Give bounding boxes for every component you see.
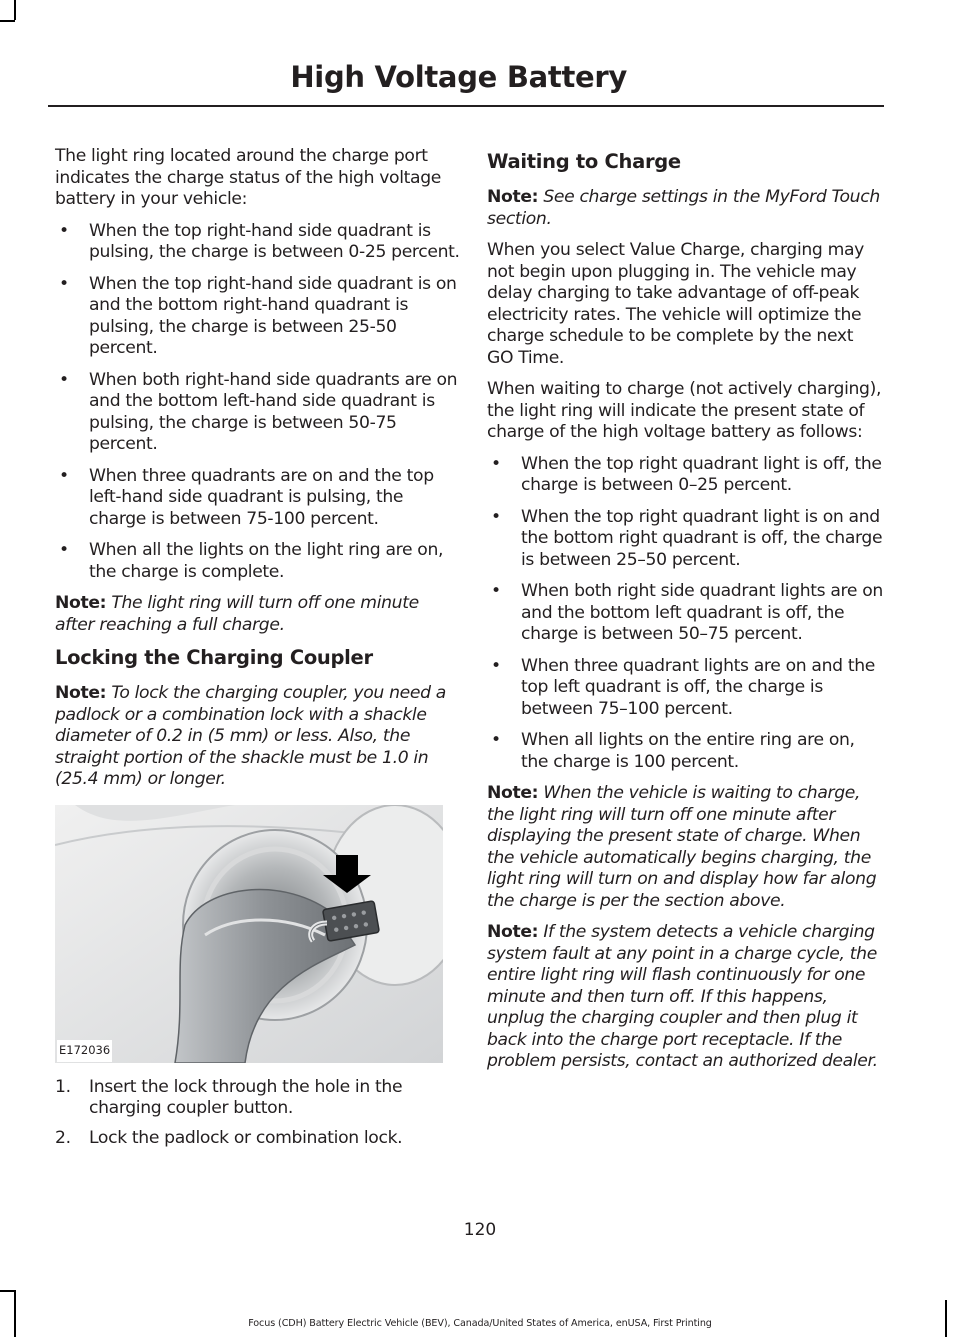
value-charge-paragraph: When you select Value Charge, charging may not begin upon plugging in. The vehicle may delay charging to take advantage of off-peak electricity rates. The vehicle will optimize the charge schedule to be complete by the next GO Time. [487,240,864,368]
list-item [487,507,883,572]
list-item [55,274,463,360]
list-item [487,454,883,497]
note-text: If the system detects a vehicle charging system fault at any point in a charge cycle, the entire light ring will flash continuously for one minute and then turn off. If this happens, unplug the charging coupler and then plug it back into the charge port receptacle. If the problem persists, contact an authorized dealer. [487,922,878,1071]
bullet-icon: • [59,540,69,560]
bullet-icon: • [491,581,501,601]
list-item-text: When three quadrants are on and the top left-hand side quadrant is pulsing, the charge is between 75-100 percent. [89,465,434,529]
step-number: 2. [55,1127,71,1148]
bullet-icon: • [491,453,501,474]
note-label: Note: [487,922,539,942]
bullet-icon: • [59,220,69,241]
list-item-text: When the top right quadrant light is on and the bottom right quadrant is off, the charge is between 25–50 percent. [521,506,883,570]
list-item-text: When all the lights on the light ring are on, the charge is complete. [89,540,444,582]
footer-text: Focus (CDH) Battery Electric Vehicle (BEV), Canada/United States of America, enUSA, First Printing [248,1318,712,1329]
step-item [55,1128,463,1150]
waiting-paragraph: When waiting to charge (not actively charging), the light ring will indicate the present state of charge of the high voltage battery as follows: [487,379,882,442]
note-lock-requirements [55,683,463,791]
page-number: 120 [463,1220,497,1240]
list-item-text: When both right-hand side quadrants are on and the bottom left-hand side quadrant is pulsing, the charge is between 50-75 percent. [89,369,458,454]
list-item [55,466,463,531]
note-text: The light ring will turn off one minute after reaching a full charge. [55,593,419,635]
section-heading-waiting: Waiting to Charge [487,150,681,173]
list-item [487,656,883,721]
crop-mark [14,0,16,20]
bullet-icon: • [491,730,501,750]
list-item [487,730,883,773]
list-item [487,581,883,646]
bullet-icon: • [59,465,69,486]
list-item [55,221,463,264]
step-text: Lock the padlock or combination lock. [89,1127,403,1148]
crop-mark [0,20,15,22]
note-text: See charge settings in the MyFord Touch section. [487,187,880,229]
figure-label: E172036 [57,1040,112,1062]
note-system-fault [487,922,883,1073]
note-label: Note: [487,187,539,207]
list-item [55,540,463,583]
bullet-icon: • [491,506,501,527]
step-item [55,1077,463,1120]
list-item [55,370,463,456]
note-text: When the vehicle is waiting to charge, the light ring will turn off one minute after displaying the present state of charge. When the vehicle automatically begins charging, the light ring will turn on and display how far along the charge is per the section above. [487,783,877,911]
title-divider [48,105,884,107]
step-text: Insert the lock through the hole in the charging coupler button. [89,1076,403,1118]
crop-mark [0,1290,15,1292]
right-column [487,146,883,1083]
note-text: To lock the charging coupler, you need a padlock or a combination lock with a shackle diameter of 0.2 in (5 mm) or less. Also, the straight portion of the shackle must be 1.0 in (25.4 mm) or longer. [55,683,446,789]
locking-steps [55,1077,463,1150]
bullet-icon: • [59,273,69,294]
note-waiting-light-ring [487,783,883,912]
bullet-icon: • [59,369,69,390]
section-heading-locking: Locking the Charging Coupler [55,646,373,669]
list-item-text: When both right side quadrant lights are on and the bottom left quadrant is off, the charge is between 50–75 percent. [521,581,883,644]
note-settings [487,187,883,230]
note-label: Note: [55,683,107,703]
waiting-status-list [487,454,883,774]
charge-status-list [55,221,463,584]
list-item-text: When all lights on the entire ring are on, the charge is 100 percent. [521,730,855,772]
note-full-charge [55,593,463,636]
list-item-text: When the top right quadrant light is off, the charge is between 0–25 percent. [521,453,882,495]
page-title: High Voltage Battery [290,60,627,94]
bullet-icon: • [491,655,501,676]
charging-coupler-figure [55,805,443,1063]
note-label: Note: [487,783,539,803]
list-item-text: When three quadrant lights are on and the top left quadrant is off, the charge is between 75–100 percent. [521,655,875,719]
left-column [55,146,463,1157]
crop-mark [14,1290,16,1337]
intro-paragraph: The light ring located around the charge port indicates the charge status of the high voltage battery in your vehicle: [55,146,442,209]
list-item-text: When the top right-hand side quadrant is on and the bottom right-hand quadrant is pulsing, the charge is between 25-50 percent. [89,273,457,358]
charging-coupler-illustration [55,805,443,1063]
note-label: Note: [55,593,107,613]
list-item-text: When the top right-hand side quadrant is pulsing, the charge is between 0-25 percent. [89,220,460,262]
step-number: 1. [55,1076,71,1097]
